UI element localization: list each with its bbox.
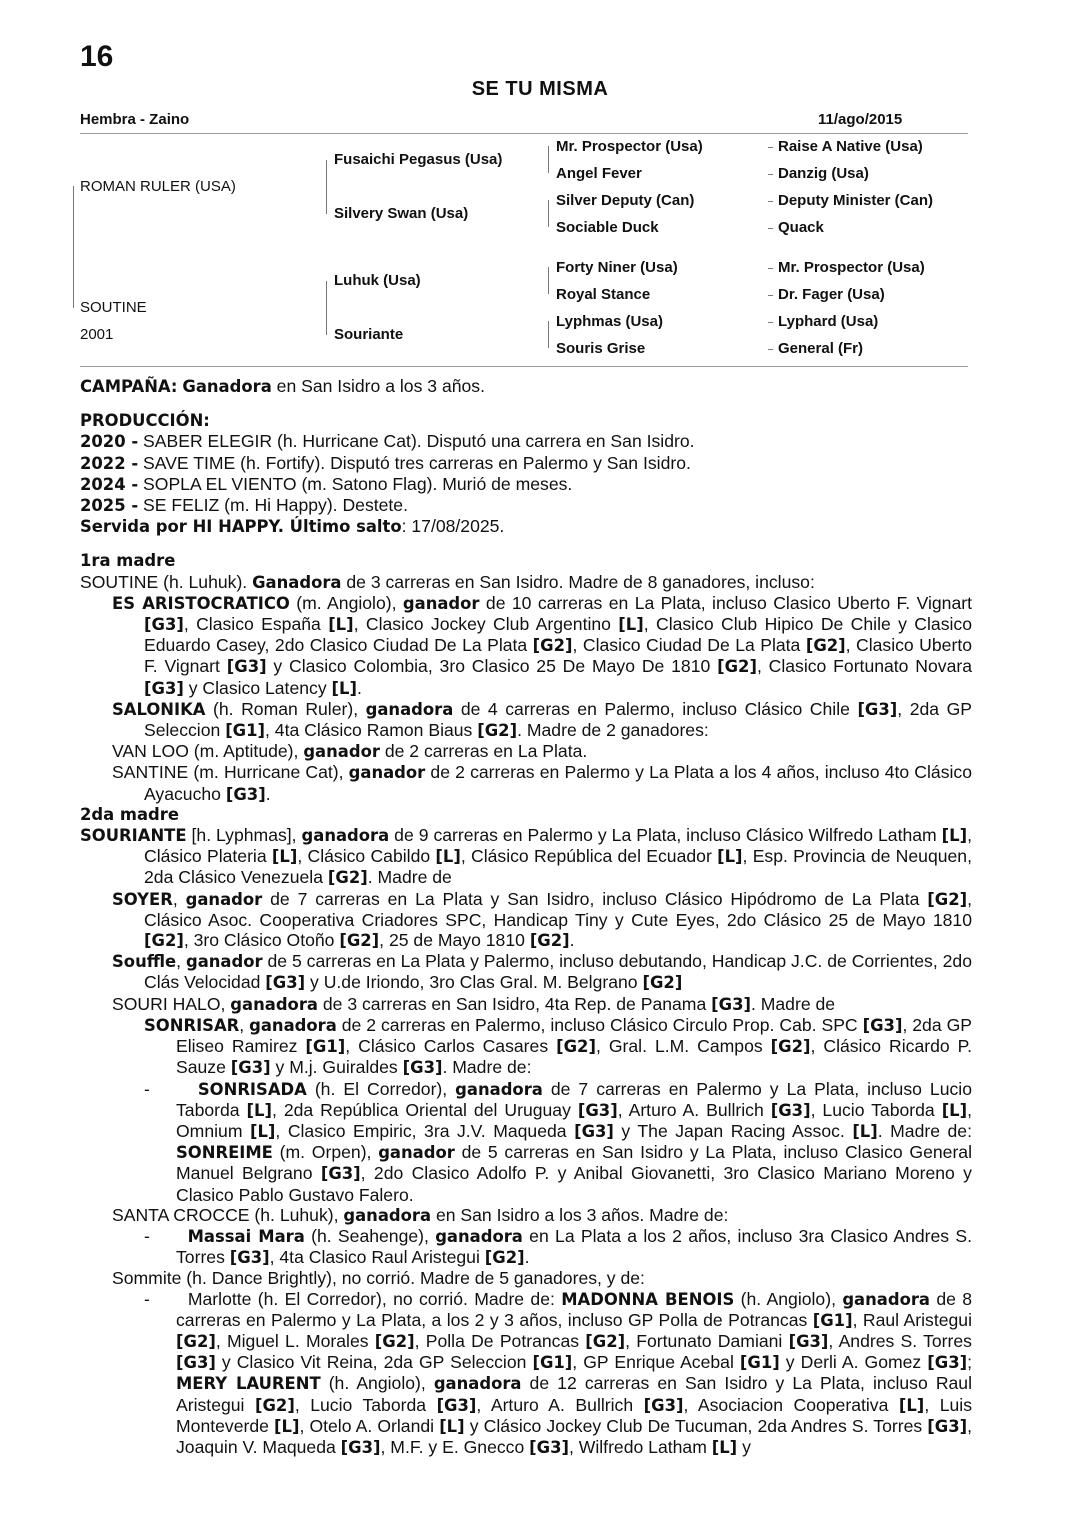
dam-year: 2001 <box>80 326 114 343</box>
offspring-entry: Sommite (h. Dance Brightly), no corrió. Madre de 5 ganadores, y de: <box>112 1268 645 1289</box>
bracket-line <box>326 160 327 214</box>
pedigree-gen2: Souriante <box>334 326 404 343</box>
bracket-line <box>548 200 549 227</box>
offspring-entry: - Massai Mara (h. Seahenge), ganadora en La Plata a los 2 años, incluso 3ra Clasico Andres S. Torres [G3], 4ta Clasico Raul Aristegui [G2]. <box>144 1225 972 1268</box>
dash-mark <box>768 295 773 296</box>
dash-mark <box>768 174 773 175</box>
dash-mark <box>768 349 773 350</box>
offspring-entry: SALONIKA (h. Roman Ruler), ganadora de 4 carreras en Palermo, incluso Clásico Chile [G3], 2da GP Seleccion [G1], 4ta Clásico Ramon Biaus [G2]. Madre de 2 ganadores: <box>112 698 972 741</box>
pedigree-gen4: Quack <box>778 219 824 236</box>
production-item: 2020 - SABER ELEGIR (h. Hurricane Cat). Disputó una carrera en San Isidro. <box>80 431 695 452</box>
offspring-entry: Souffle, ganador de 5 carreras en La Plata y Palermo, incluso debutando, Handicap J.C. de Corrientes, 2do Clás Velocidad [G3] y U.de Iriondo, 3ro Clas Gral. M. Belgrano [G2] <box>112 951 973 993</box>
dash-mark <box>768 147 773 148</box>
sire-name: ROMAN RULER (USA) <box>80 178 236 195</box>
pedigree-gen4: Raise A Native (Usa) <box>778 138 923 155</box>
pedigree-notes <box>80 376 972 1458</box>
production-item: 2025 - SE FELIZ (m. Hi Happy). Destete. <box>80 495 408 516</box>
production-item: 2024 - SOPLA EL VIENTO (m. Satono Flag). Murió de meses. <box>80 473 573 494</box>
bracket-line <box>73 186 74 308</box>
bracket-line <box>548 146 549 173</box>
offspring-entry: SANTA CROCCE (h. Luhuk), ganadora en San Isidro a los 3 años. Madre de: <box>112 1204 729 1225</box>
pedigree-gen4: General (Fr) <box>778 340 864 357</box>
lot-number: 16 <box>80 40 114 73</box>
campaign-line: CAMPAÑA: Ganadora en San Isidro a los 3 años. <box>80 376 485 396</box>
bracket-line <box>326 281 327 335</box>
offspring-entry: ES ARISTOCRATICO (m. Angiolo), ganador de 10 carreras en La Plata, incluso Clasico Uberto F. Vignart [G3], Clasico España [L], Clasico Jockey Club Argentino [L], Clasico Club Hipico De Chile y Clasico Eduardo Casey, 2do Clasico Ciudad De La Plata [G2], Clasico Ciudad De La Plata [G2], Clasico Uberto F. Vignart [G3] y Clasico Colombia, 3ro Clasico 25 De Mayo De 1810 [G2], Clasico Fortunato Novara [G3] y Clasico Latency [L]. <box>112 592 973 698</box>
pedigree-gen3: Royal Stance <box>556 286 651 303</box>
bracket-line <box>548 321 549 348</box>
dam-name: SOUTINE <box>80 299 147 316</box>
offspring-entry: SANTINE (m. Hurricane Cat), ganador de 2 carreras en Palermo y La Plata a los 4 años, incluso 4to Clásico Ayacucho [G3]. <box>112 762 972 804</box>
production-heading: PRODUCCIÓN: <box>80 411 210 431</box>
horse-name: SE TU MISMA <box>471 78 609 100</box>
sex-color: Hembra - Zaino <box>80 111 190 128</box>
pedigree-gen4: Danzig (Usa) <box>778 165 869 182</box>
pedigree-gen2: Silvery Swan (Usa) <box>334 205 469 222</box>
dash-mark <box>768 228 773 229</box>
birth-date: 11/ago/2015 <box>818 111 903 128</box>
pedigree-gen3: Souris Grise <box>556 340 646 357</box>
pedigree-gen3: Sociable Duck <box>556 219 659 236</box>
pedigree-gen3: Angel Fever <box>556 165 642 182</box>
pedigree-gen3: Mr. Prospector (Usa) <box>556 138 703 155</box>
offspring-entry: - SONRISADA (h. El Corredor), ganadora de 7 carreras en Palermo y La Plata, incluso Lucio Taborda [L], 2da República Oriental del Uruguay [G3], Arturo A. Bullrich [G3], Lucio Taborda [L], Omnium [L], Clasico Empiric, 3ra J.V. Maqueda [G3] y The Japan Racing Assoc. [L]. Madre de: SONREIME (m. Orpen), ganador de 5 carreras en San Isidro y La Plata, incluso Clasico General Manuel Belgrano [G3], 2do Clasico Adolfo P. y Anibal Giovanetti, 3ro Clasico Mariano Moreno y Clasico Pablo Gustavo Falero. <box>144 1078 973 1205</box>
offspring-entry: SOURI HALO, ganadora de 3 carreras en San Isidro, 4ta Rep. de Panama [G3]. Madre de <box>112 993 836 1014</box>
pedigree-gen4: Mr. Prospector (Usa) <box>778 259 925 276</box>
top-rule <box>80 133 968 134</box>
offspring-entry: SONRISAR, ganadora de 2 carreras en Palermo, incluso Clásico Circulo Prop. Cab. SPC [G3], 2da GP Eliseo Ramirez [G1], Clásico Carlos Casares [G2], Gral. L.M. Campos [G2], Clásico Ricardo P. Sauze [G3] y M.j. Guiraldes [G3]. Madre de: <box>144 1014 972 1078</box>
offspring-entry: SOYER, ganador de 7 carreras en La Plata y San Isidro, incluso Clásico Hipódromo de La Plata [G2], Clásico Asoc. Cooperativa Criadores SPC, Handicap Tiny y Cute Eyes, 2do Clásico 25 de Mayo 1810 [G2], 3ro Clásico Otoño [G2], 25 de Mayo 1810 [G2]. <box>112 888 972 951</box>
pedigree-gen3: Lyphmas (Usa) <box>556 313 663 330</box>
pedigree-gen3: Forty Niner (Usa) <box>556 259 678 276</box>
pedigree-gen4: Lyphard (Usa) <box>778 313 879 330</box>
pedigree-gen3: Silver Deputy (Can) <box>556 192 695 209</box>
service-line: Servida por HI HAPPY. Último salto: 17/08/2025. <box>80 516 505 537</box>
bottom-rule <box>80 366 968 367</box>
first-dam-intro: SOUTINE (h. Luhuk). Ganadora de 3 carreras en San Isidro. Madre de 8 ganadores, incluso: <box>80 571 815 592</box>
dash-mark <box>768 322 773 323</box>
bracket-line <box>548 267 549 294</box>
production-item: 2022 - SAVE TIME (h. Fortify). Disputó tres carreras en Palermo y San Isidro. <box>80 452 691 473</box>
offspring-entry: VAN LOO (m. Aptitude), ganador de 2 carreras en La Plata. <box>112 741 588 762</box>
pedigree-gen4: Deputy Minister (Can) <box>778 192 934 209</box>
second-dam-heading: 2da madre <box>80 804 179 824</box>
dash-mark <box>768 268 773 269</box>
pedigree-gen4: Dr. Fager (Usa) <box>778 286 885 303</box>
dash-mark <box>768 201 773 202</box>
pedigree-gen2: Luhuk (Usa) <box>334 272 421 289</box>
pedigree-gen2: Fusaichi Pegasus (Usa) <box>334 151 503 168</box>
first-dam-heading: 1ra madre <box>80 551 176 571</box>
offspring-entry: - Marlotte (h. El Corredor), no corrió. Madre de: MADONNA BENOIS (h. Angiolo), ganadora de 8 carreras en Palermo y La Plata, a los 2 y 3 años, incluso GP Polla de Potrancas [G1], Raul Aristegui [G2], Miguel L. Morales [G2], Polla De Potrancas [G2], Fortunato Damiani [G3], Andres S. Torres [G3] y Clasico Vit Reina, 2da GP Seleccion [G1], GP Enrique Acebal [G1] y Derli A. Gomez [G3]; MERY LAURENT (h. Angiolo), ganadora de 12 carreras en San Isidro y La Plata, incluso Raul Aristegui [G2], Lucio Taborda [G3], Arturo A. Bullrich [G3], Asociacion Cooperativa [L], Luis Monteverde [L], Otelo A. Orlandi [L] y Clásico Jockey Club De Tucuman, 2da Andres S. Torres [G3], Joaquin V. Maqueda [G3], M.F. y E. Gnecco [G3], Wilfredo Latham [L] y <box>144 1288 973 1457</box>
second-dam-entry: SOURIANTE [h. Lyphmas], ganadora de 9 carreras en Palermo y La Plata, incluso Clásico Wilfredo Latham [L], Clásico Plateria [L], Clásico Cabildo [L], Clásico República del Ecuador [L], Esp. Provincia de Neuquen, 2da Clásico Venezuela [G2]. Madre de <box>80 825 972 888</box>
